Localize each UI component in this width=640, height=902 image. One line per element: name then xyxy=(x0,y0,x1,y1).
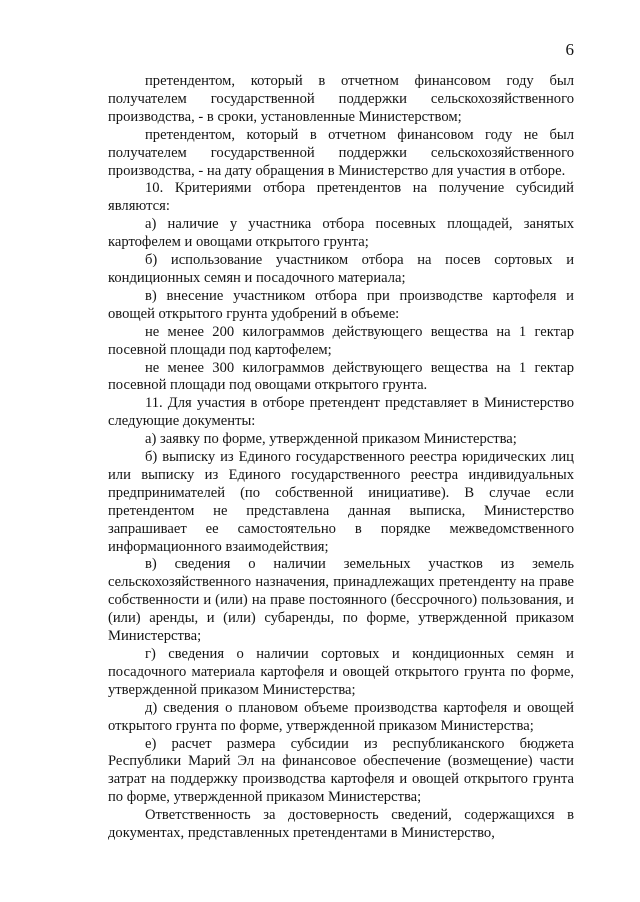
paragraph-11-c: в) сведения о наличии земельных участков из земель сельскохозяйственного назначения, принадлежащих претенденту на праве собственности и (или) на праве постоянного (бессрочного) пользования, и (или) аренды, и (или) субаренды, по форме, утвержденной приказом Министерства; xyxy=(108,556,574,645)
paragraph-10-c: в) внесение участником отбора при производстве картофеля и овощей открытого грунта удобрений в объеме: xyxy=(108,287,574,322)
paragraph-10-c-vegetables: не менее 300 килограммов действующего вещества на 1 гектар посевной площади под овощами открытого грунта. xyxy=(108,359,574,394)
paragraph-10-c-potato: не менее 200 килограммов действующего вещества на 1 гектар посевной площади под картофелем; xyxy=(108,323,574,358)
paragraph-11-documents: 11. Для участия в отборе претендент представляет в Министерство следующие документы: xyxy=(108,395,574,430)
paragraph-11-f: е) расчет размера субсидии из республиканского бюджета Республики Марий Эл на финансовое обеспечение (возмещение) части затрат на поддержку производства картофеля и овощей открытого грунта по форме, утвержденной приказом Министерства; xyxy=(108,735,574,806)
paragraph-10-criteria: 10. Критериями отбора претендентов на получение субсидий являются: xyxy=(108,180,574,215)
document-body xyxy=(108,73,574,843)
paragraph-11-d: г) сведения о наличии сортовых и кондиционных семян и посадочного материала картофеля и овощей открытого грунта по форме, утвержденной приказом Министерства; xyxy=(108,646,574,698)
page-number: 6 xyxy=(565,40,574,59)
paragraph-10-a: а) наличие у участника отбора посевных площадей, занятых картофелем и овощами открытого грунта; xyxy=(108,216,574,251)
paragraph-applicant-non-recipient: претендентом, который в отчетном финансовом году не был получателем государственной поддержки сельскохозяйственного производства, - на дату обращения в Министерство для участия в отборе. xyxy=(108,126,574,179)
paragraph-11-e: д) сведения о плановом объеме производства картофеля и овощей открытого грунта по форме, утвержденной приказом Министерства; xyxy=(108,699,574,734)
paragraph-11-a: а) заявку по форме, утвержденной приказом Министерства; xyxy=(145,431,517,448)
paragraph-11-b: б) выписку из Единого государственного реестра юридических лиц или выписку из Единого государственного реестра индивидуальных предпринимателей (по собственной инициативе). В случае если претендентом не представлена данная выписка, Министерство запрашивает ее самостоятельно в порядке межведомственного информационного взаимодействия; xyxy=(108,449,574,555)
paragraph-10-b: б) использование участником отбора на посев сортовых и кондиционных семян и посадочного материала; xyxy=(108,252,574,286)
paragraph-applicant-recipient: претендентом, который в отчетном финансовом году был получателем государственной поддержки сельскохозяйственного производства, - в сроки, установленные Министерством; xyxy=(108,73,574,125)
paragraph-responsibility: Ответственность за достоверность сведений, содержащихся в документах, представленных претендентами в Министерство, xyxy=(108,807,574,842)
